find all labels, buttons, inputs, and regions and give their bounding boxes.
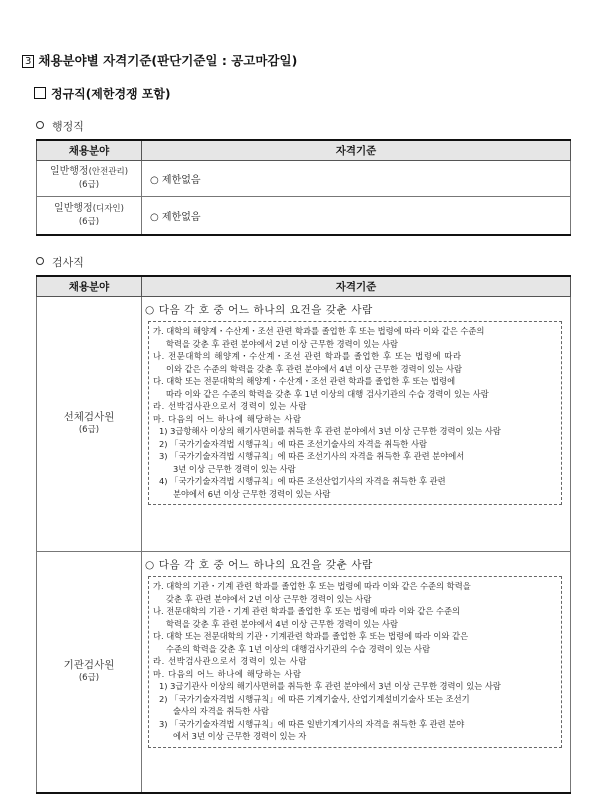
criteria-line: 마. 다음의 어느 하나에 해당하는 사람 xyxy=(153,413,302,424)
inspect-heading-text: 검사직 xyxy=(52,256,84,269)
criteria-line: 라. 선박검사관으로서 경력이 있는 사람 xyxy=(153,656,308,666)
criteria-line: 학력을 갖춘 후 관련 분야에서 2년 이상 근무한 경력이 있는 사람 xyxy=(166,338,399,349)
header-field: 채용분야 xyxy=(37,276,142,297)
admin-heading-text: 행정직 xyxy=(52,120,84,133)
checkbox-square-icon xyxy=(34,87,46,99)
criteria-line: 1) 3급항해사 이상의 해기사면허를 취득한 후 관련 분야에서 3년 이상 근무한 경력이 있는 사람 xyxy=(159,426,501,436)
criteria-cell: ○ 제한없음 xyxy=(142,161,571,197)
criteria-line: 갖춘 후 관련 분야에서 2년 이상 근무한 경력이 있는 사람 xyxy=(166,593,372,604)
criteria-cell: ○ 제한없음 xyxy=(142,197,571,235)
criteria-line: 학력을 갖춘 후 관련 분야에서 4년 이상 근무한 경력이 있는 사람 xyxy=(166,618,399,629)
table-row xyxy=(37,552,571,793)
field-name: 일반행정 xyxy=(54,202,93,214)
criteria-line: 이와 같은 수준의 학력을 갖춘 후 관련 분야에서 4년 이상 근무한 경력이 있는 사람 xyxy=(166,363,463,374)
field-name: 일반행정 xyxy=(49,166,89,177)
criteria-line: 다. 대학 또는 전문대학의 해양계・수산계・조선 관련 학과를 졸업한 후 또는 법령에 xyxy=(153,376,456,386)
field-cell xyxy=(37,161,142,197)
inspect-table xyxy=(36,275,571,794)
table-row xyxy=(37,197,571,235)
criteria-line: 마. 다음의 어느 하나에 해당하는 사람 xyxy=(153,668,302,679)
criteria-line: 3) 「국가기술자격법 시행규칙」에 따른 일반기계기사의 자격을 취득한 후 관련 분야 xyxy=(159,718,465,729)
field-grade: (6급) xyxy=(78,672,100,683)
criteria-box xyxy=(148,321,562,505)
admin-table xyxy=(36,139,571,236)
criteria-box xyxy=(148,576,562,748)
section-title: 채용분야별 자격기준(판단기준일 : 공고마감일) xyxy=(38,53,298,68)
header-criteria: 자격기준 xyxy=(142,276,571,297)
criteria-line: 1) 3급기관사 이상의 해기사면허를 취득한 후 관련 분야에서 3년 이상 근무한 경력이 있는 사람 xyxy=(159,681,501,691)
header-criteria: 자격기준 xyxy=(142,140,571,161)
criteria-line: 따라 이와 같은 수준의 학력을 갖춘 후 1년 이상의 대행 검사기관의 수습 경력이 있는 사람 xyxy=(166,388,489,399)
circle-bullet-icon xyxy=(36,121,44,129)
subsection-title: 정규직(제한경쟁 포함) xyxy=(51,87,171,101)
table-row xyxy=(37,297,571,552)
admin-table-header xyxy=(37,140,571,161)
field-cell xyxy=(37,197,142,235)
field-name: 기관검사원 xyxy=(63,658,115,671)
field-grade: (6급) xyxy=(78,216,100,227)
criteria-line: 나. 전문대학의 해양계・수산계・조선 관련 학과를 졸업한 후 또는 법령에 따라 xyxy=(153,351,462,361)
field-detail: (디자인) xyxy=(92,203,124,214)
field-grade: (6급) xyxy=(78,180,100,190)
circle-bullet-icon xyxy=(36,257,44,265)
criteria-line: 가. 대학의 기관・기계 관련 학과를 졸업한 후 또는 법령에 따라 이와 같은 수준의 학력을 xyxy=(153,581,471,591)
field-grade: (6급) xyxy=(78,425,100,435)
criteria-line: 다. 대학 또는 전문대학의 기관・기계관련 학과를 졸업한 후 또는 법령에 따라 이와 같은 xyxy=(153,631,469,641)
field-detail: (안전관리) xyxy=(88,167,129,177)
criteria-line: 2) 「국가기술자격법 시행규칙」에 따른 조선기술사의 자격을 취득한 사람 xyxy=(159,438,427,449)
criteria-line: 3년 이상 근무한 경력이 있는 사람 xyxy=(173,463,296,474)
inspect-heading xyxy=(36,254,84,270)
criteria-line: 라. 선박검사관으로서 경력이 있는 사람 xyxy=(153,401,308,411)
condition-text: ○ 다음 각 호 중 어느 하나의 요건을 갖춘 사람 xyxy=(145,304,373,316)
header-field: 채용분야 xyxy=(37,140,142,161)
field-cell xyxy=(37,552,142,793)
condition-text: ○ 다음 각 호 중 어느 하나의 요건을 갖춘 사람 xyxy=(145,559,373,571)
field-name: 선체검사원 xyxy=(63,411,115,423)
criteria-line: 4) 「국가기술자격법 시행규칙」에 따른 조선산업기사의 자격을 취득한 후 관련 xyxy=(159,476,446,486)
inspect-table-header xyxy=(37,276,571,297)
admin-heading xyxy=(36,118,84,134)
criteria-line: 나. 전문대학의 기관・기계 관련 학과를 졸업한 후 또는 법령에 따라 이와 같은 수준의 xyxy=(153,606,461,616)
criteria-line: 에서 3년 이상 근무한 경력이 있는 자 xyxy=(173,731,307,741)
criteria-cell xyxy=(142,297,571,552)
criteria-line: 수준의 학력을 갖춘 후 1년 이상의 대행검사기관의 수습 경력이 있는 사람 xyxy=(166,643,431,654)
criteria-line: 분야에서 6년 이상 근무한 경력이 있는 사람 xyxy=(173,488,331,499)
criteria-line: 3) 「국가기술자격법 시행규칙」에 따른 조선기사의 자격을 취득한 후 관련 분야에서 xyxy=(159,451,465,461)
table-row xyxy=(37,161,571,197)
section-number: 3 xyxy=(22,55,34,68)
criteria-cell xyxy=(142,552,571,793)
criteria-line: 술사의 자격을 취득한 사람 xyxy=(173,706,270,716)
criteria-line: 2) 「국가기술자격법 시행규칙」에 따른 기계기술사, 산업기계설비기술사 또는 조선기 xyxy=(159,693,470,704)
section-heading xyxy=(22,51,297,69)
criteria-line: 가. 대학의 해양계・수산계・조선 관련 학과를 졸업한 후 또는 법령에 따라 이와 같은 수준의 xyxy=(153,326,485,336)
subsection-heading xyxy=(34,85,170,102)
field-cell xyxy=(37,297,142,552)
